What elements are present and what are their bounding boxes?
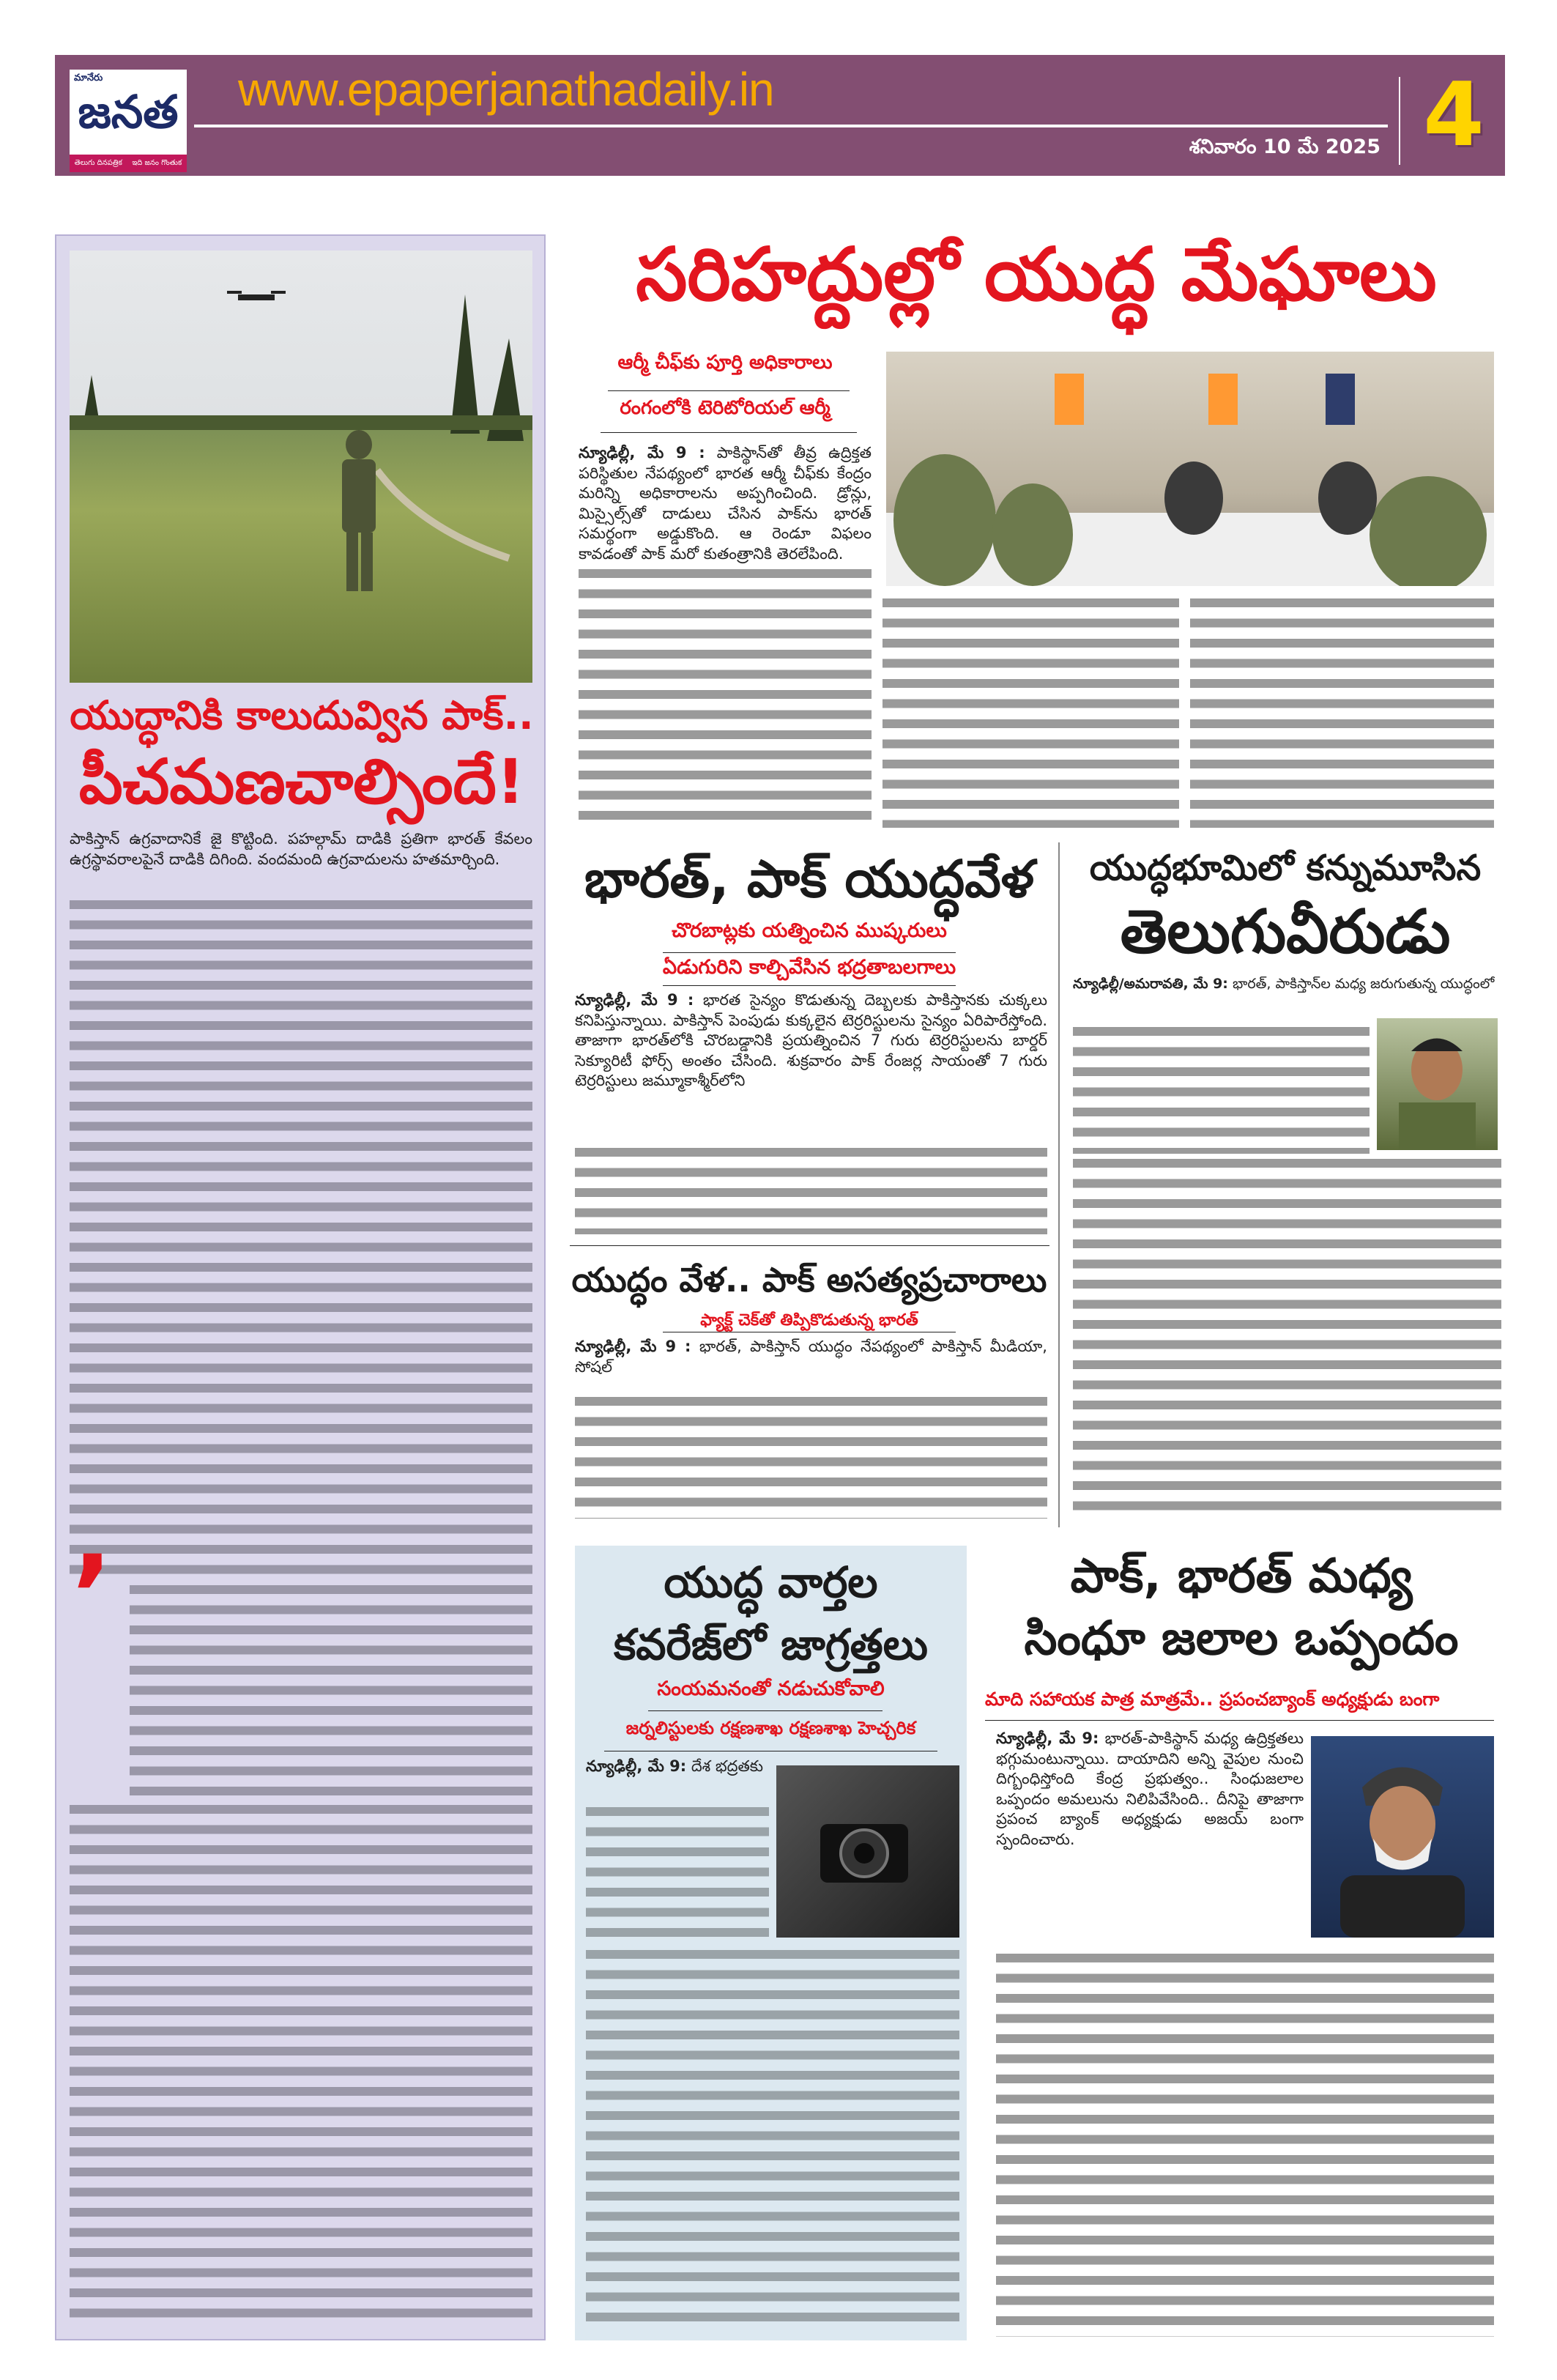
propaganda-body-text: భారత్, పాకిస్తాన్ యుద్ధం నేపథ్యంలో పాకిస్తాన్ మీడియా, సోషల్: [575, 1338, 1047, 1376]
indus-body-text: భారత్-పాకిస్థాన్ మధ్య ఉద్రిక్తతలు భగ్గుమంటున్నాయి. దాయాదిని అన్ని వైపుల నుంచి దిగ్బంధిస్తోంది కేంద్ర ప్రభుత్వం.. సింధుజలాల ఒప్పందం అమలును నిలిపివేసింది.. దీనిపై తాజాగా ప్రపంచ బ్యాంక్ అధ్యక్షుడు అజయ్ బంగా స్పందించారు.: [996, 1730, 1304, 1848]
divider: [608, 390, 850, 391]
dateline: న్యూఢిల్లీ, మే 9 :: [575, 1338, 691, 1355]
meeting-photo: [886, 352, 1494, 586]
lead-subhead-1: ఆర్మీ చీఫ్‌కు పూర్తి అధికారాలు: [617, 352, 833, 374]
header-divider: [194, 125, 1388, 127]
infiltration-subhead-1: చొరబాట్లకు యత్నించిన ముష్కరులు: [672, 919, 947, 942]
photo-illustration: [1377, 1018, 1498, 1150]
media-subhead-2: జర్నలిస్టులకు రక్షణశాఖ రక్షణశాఖ హెచ్చరిక: [625, 1718, 916, 1738]
infiltration-headline: భారత్, పాక్ యుద్ధవేళ: [584, 849, 1035, 909]
dateline: న్యూఢిల్లీ, మే 9 :: [579, 444, 705, 461]
soldier-headline-line2: తెలుగువీరుడు: [1120, 897, 1451, 967]
lead-body: [579, 443, 872, 567]
indus-subhead: మాది సహాయక పాత్ర మాత్రమే.. ప్రపంచబ్యాంక్ అధ్యక్షుడు బంగా: [985, 1688, 1440, 1710]
soldier-drone-photo: [70, 251, 532, 683]
indus-headline-line1: పాక్, భారత్ మధ్య: [1070, 1549, 1413, 1604]
newspaper-logo: [70, 70, 187, 172]
divider: [570, 1245, 1049, 1246]
lead-text-lines: [579, 564, 872, 828]
lead-text-lines: [1190, 593, 1494, 828]
soldier-text-lines: [1073, 1022, 1370, 1154]
media-text-lines: [586, 1945, 959, 2329]
left-article: [55, 234, 546, 2340]
issue-date: శనివారం 10 మే 2025: [1189, 136, 1381, 158]
dateline: న్యూఢిల్లీ/అమరావతి, మే 9:: [1073, 976, 1228, 992]
left-headline-line2: పీచమణచాల్సిందే!: [78, 746, 525, 818]
divider: [601, 432, 857, 433]
divider: [663, 952, 956, 953]
dateline: న్యూఢిల్లీ, మే 9:: [996, 1730, 1099, 1747]
infiltration-body: [575, 990, 1047, 1094]
camera-journalists-photo: [776, 1765, 959, 1938]
divider: [648, 1710, 882, 1711]
left-headline-line1: యుద్ధానికి కాలుదువ్విన పాక్..: [70, 692, 534, 738]
column-divider: [1058, 842, 1060, 1527]
infiltration-body-text: భారత సైన్యం కొడుతున్న దెబ్బలకు పాకిస్తానకు చుక్కలు కనిపిస్తున్నాయి. పాకిస్తాన్ పెంపుడు కుక్కలైన టెర్రరిస్టులను సైన్యం ఏరిపారేస్తోంది. తాజాగా భారత్‌లోకి చొరబడ్డానికి ప్రయత్నించిన 7 గురు టెర్రరిస్టులను బార్డర్ సెక్యూరిటీ ఫోర్స్ అంతం చేసింది. శుక్రవారం పాక్ రేంజర్ల సాయంతో 7 గురు టెర్రరిస్టులు జమ్మూకాశ్మీర్‌లోని: [575, 991, 1047, 1089]
propaganda-body: [575, 1337, 1047, 1380]
page-number: 4: [1423, 64, 1484, 166]
propaganda-text-lines: [575, 1392, 1047, 1519]
lead-text-lines: [882, 593, 1179, 828]
photo-illustration: [886, 352, 1494, 586]
header-vertical-divider: [1399, 77, 1400, 165]
left-article-text-lines: [130, 1580, 532, 1800]
lead-headline: సరిహద్దుల్లో యుద్ధ మేఘాలు: [636, 231, 1437, 317]
photo-illustration: [1311, 1736, 1494, 1938]
logo-tagline-left: తెలుగు దినపత్రిక: [74, 159, 122, 167]
indus-text-lines: [996, 1949, 1494, 2337]
media-text-lines: [586, 1802, 769, 1938]
infiltration-subhead-2: ఏడుగురిని కాల్చివేసిన భద్రతాబలగాలు: [662, 956, 956, 979]
quote-mark: ’: [71, 1532, 113, 1660]
logo-top-text: మానేరు: [74, 73, 103, 84]
website-url[interactable]: www.epaperjanathadaily.in: [238, 63, 774, 116]
soldier-body-text: భారత్, పాకిస్తాన్‌ల మధ్య జరుగుతున్న యుద్ధంలో: [1232, 976, 1495, 992]
indus-headline-line2: సింధూ జలాల ఒప్పందం: [1024, 1612, 1459, 1666]
logo-tagline-right: ఇది జనం గొంతుక: [132, 159, 182, 167]
media-body: [586, 1757, 769, 1780]
media-subhead-1: సంయమనంతో నడుచుకోవాలి: [657, 1678, 885, 1700]
lead-subhead-2: రంగంలోకి టెరిటోరియల్ ఆర్మీ: [620, 397, 830, 419]
photo-illustration: [776, 1765, 959, 1938]
dateline: న్యూఢిల్లీ, మే 9:: [586, 1757, 687, 1775]
propaganda-headline: యుద్ధం వేళ.. పాక్ అసత్యప్రచారాలు: [571, 1260, 1047, 1300]
photo-illustration: [70, 251, 532, 683]
logo-name: జనత: [78, 85, 179, 138]
indus-body: [996, 1729, 1304, 1853]
ajay-banga-photo: [1311, 1736, 1494, 1938]
media-article-box: [575, 1546, 967, 2340]
soldier-headline-line1: యుద్ధభూమిలో కన్నుమూసిన: [1089, 848, 1482, 889]
propaganda-subhead: ఫ్యాక్ట్ చెక్‌తో తిప్పికొడుతున్న భారత్: [700, 1311, 918, 1330]
left-article-text-lines: [70, 1800, 532, 2324]
masthead: [55, 55, 1505, 176]
divider: [663, 985, 956, 986]
media-headline-line2: కవరేజ్‌లో జాగ్రత్తలు: [614, 1620, 928, 1669]
soldier-body: [1073, 974, 1501, 998]
divider: [985, 1720, 1494, 1721]
left-article-body: పాకిస్తాన్ ఉగ్రవాదానికే జై కొట్టింది. పహల్గామ్ దాడికి ప్రతిగా భారత్ కేవలం ఉగ్రస్థావరాలపైనే దాడికి దిగింది. వందమంది ఉగ్రవాదులను హతమార్చింది.: [70, 829, 532, 872]
media-body-text: దేశ భద్రతకు: [691, 1757, 764, 1775]
lead-body-text: పాకిస్థాన్‌తో తీవ్ర ఉద్రిక్తత పరిస్థితుల నేపథ్యంలో భారత ఆర్మీ చీఫ్‌కు కేంద్రం మరిన్ని అధికారాలను అప్పగించింది. డ్రోన్లు, మిస్సైల్స్‌తో దాడులు చేసిన పాక్‌ను భారత్ సమర్థంగా అడ్డుకొంది. ఆ రెండూ విఫలం కావడంతో పాక్ మరో కుతంత్రానికి తెరలేపింది.: [579, 444, 872, 563]
infiltration-text-lines: [575, 1143, 1047, 1234]
media-headline-line1: యుద్ధ వార్తల: [664, 1557, 878, 1607]
soldier-portrait: [1377, 1018, 1498, 1150]
left-article-text-lines: [70, 895, 532, 1580]
soldier-text-lines: [1073, 1154, 1501, 1520]
dateline: న్యూఢిల్లీ, మే 9 :: [575, 991, 694, 1009]
